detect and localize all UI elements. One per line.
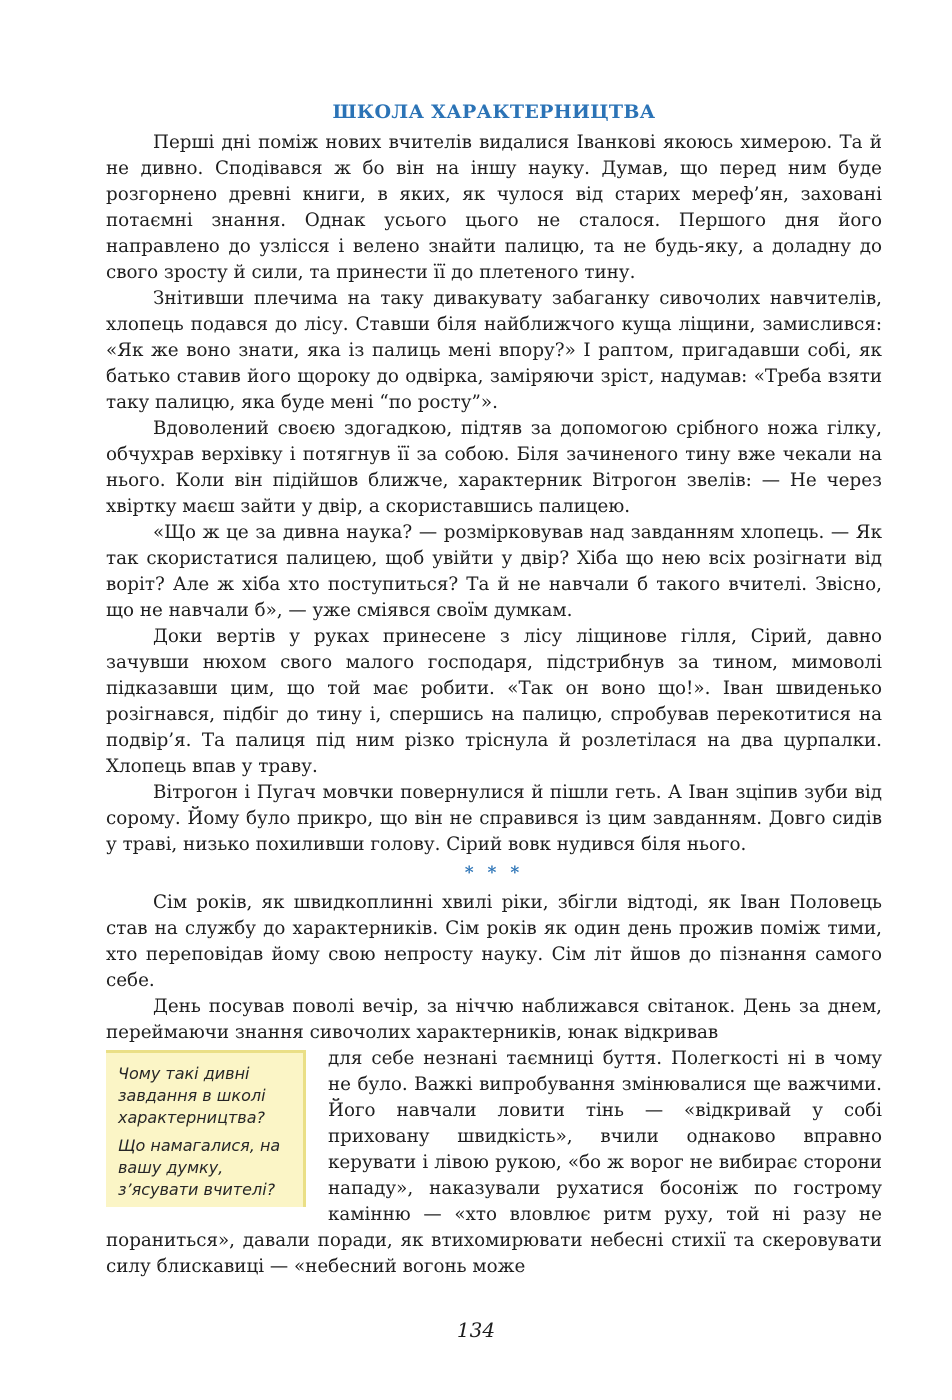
paragraph-start: День посував поволі вечір, за ніччю наближався світанок. День за днем, переймаючи знання сивочолих характерників, юнак відкривав (106, 996, 882, 1043)
page-number: 134 (456, 1318, 496, 1342)
paragraph: Вітрогон і Пугач мовчки повернулися й пішли геть. А Іван зціпив зуби від сорому. Йому було прикро, що він не справився із цим завданням. Довго сидів у траві, низько похиливши голову. Сірий вовк нудився біля нього. (106, 782, 882, 855)
section-heading: ШКОЛА ХАРАКТЕРНИЦТВА (332, 101, 656, 123)
paragraph: Доки вертів у руках принесене з лісу ліщинове гілля, Сірий, давно зачувши нюхом свого малого господаря, підстрибнув за тином, мимоволі підказавши цим, що той має робити. «Так он воно що!». Іван швиденько розігнався, підбіг до тину і, спершись на палицю, спробував перекотитися на подвір’я. Та палиця під ним різко тріснула й розлетілася на два цурпалки. Хлопець впав у траву. (106, 626, 882, 777)
paragraph-continuation: для себе незнані таємниці буття. Полегкості ні в чому не було. Важкі випробування змінювалися ще важчими. Його навчали ловити тінь — «відкривай у собі приховану швидкість», вчили однаково вправно керувати і лівою рукою, «бо ж ворог не вибирає сторони нападу», наказували рухатися босоніж по гострому камінню — «хто вловлює ритм руху, той ні разу не пораниться», давали поради, як втихомирювати небесні стихії та скеровувати силу блискавиці — «небесний вогонь може (106, 1048, 882, 1277)
question-callout (106, 1050, 306, 1207)
paragraph: Вдоволений своєю здогадкою, підтяв за допомогою срібного ножа гілку, обчухрав верхівку і потягнув її за собою. Біля зачиненого тину вже чекали на нього. Коли він підійшов ближче, характерник Вітрогон звелів: — Не через хвіртку маєш зайти у двір, а скориставшись палицею. (106, 418, 882, 517)
callout-question: Що намагалися, на вашу думку, з’ясувати вчителі? (118, 1136, 281, 1199)
story-text (106, 130, 882, 1280)
paragraph: Знітивши плечима на таку дивакувату забаганку сивочолих навчителів, хлопець подався до лісу. Ставши біля найближчого куща ліщини, замислився: «Як же воно знати, яка із палиць мені впору?» І раптом, пригадавши собі, як батько ставив його щороку до одвірка, заміряючи зріст, надумав: «Треба взяти таку палицю, яка буде мені “по росту”». (106, 288, 882, 413)
section-separator: * * * (464, 863, 524, 883)
paragraph: «Що ж це за дивна наука? — розмірковував над завданням хлопець. — Як так скористатися палицею, щоб увійти у двір? Хіба що нею всіх розігнати від воріт? Але ж хіба хто поступиться? Та й не навчали б такого вчителі. Звісно, що не навчали б», — уже сміявся своїм думкам. (106, 522, 882, 621)
paragraph: Перші дні поміж нових вчителів видалися Іванкові якоюсь химерою. Та й не дивно. Сподівався ж бо він на іншу науку. Думав, що перед ним буде розгорнено древні книги, в яких, як чулося від старих мереф’ян, заховані потаємні знання. Однак усього цього не сталося. Першого дня його направлено до узлісся і велено знайти палицю, та не будь-яку, а доладну до свого зросту й сили, та принести її до плетеного тину. (106, 132, 882, 283)
paragraph: Сім років, як швидкоплинні хвилі ріки, збігли відтоді, як Іван Половець став на службу до характерників. Сім років як один день прожив поміж тими, хто переповідав йому свою непросту науку. Сім літ йшов до пізнання самого себе. (106, 892, 882, 991)
callout-question: Чому такі дивні завдання в школі характерництва? (118, 1064, 266, 1127)
